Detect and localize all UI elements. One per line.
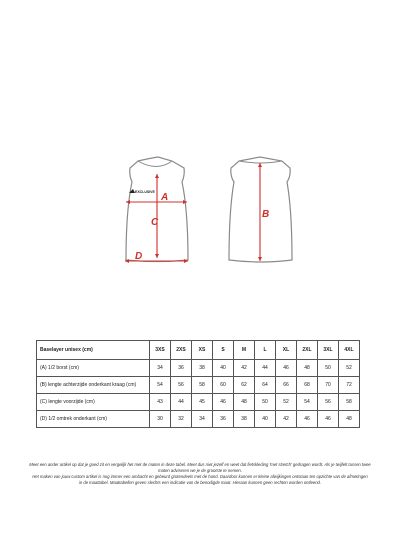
size-value-cell: 52 bbox=[276, 394, 297, 411]
label-c: C bbox=[151, 217, 159, 228]
size-value-cell: 52 bbox=[339, 360, 360, 377]
size-value-cell: 54 bbox=[150, 377, 171, 394]
arrow-b-bottom bbox=[258, 257, 262, 261]
table-row bbox=[37, 360, 360, 377]
size-header: 2XL bbox=[297, 341, 318, 360]
size-value-cell: 72 bbox=[339, 377, 360, 394]
size-value-cell: 48 bbox=[234, 394, 255, 411]
size-value-cell: 40 bbox=[255, 411, 276, 428]
size-value-cell: 44 bbox=[255, 360, 276, 377]
size-value-cell: 48 bbox=[339, 411, 360, 428]
size-value-cell: 46 bbox=[297, 411, 318, 428]
arrow-a-left bbox=[126, 200, 130, 204]
row-label: (D) 1/2 omtrek onderkant (cm) bbox=[37, 411, 150, 428]
note-line: in de maattabel. Maattabellen geven slechts een indicatie van de benodigde maat. Hieraan kunnen geen rechten worden ontleend. bbox=[78, 480, 322, 485]
size-header: XS bbox=[192, 341, 213, 360]
size-value-cell: 43 bbox=[150, 394, 171, 411]
size-value-cell: 36 bbox=[213, 411, 234, 428]
size-value-cell: 32 bbox=[171, 411, 192, 428]
brand-logo-text: EXCLUSIVE bbox=[135, 190, 155, 194]
size-value-cell: 34 bbox=[192, 411, 213, 428]
size-value-cell: 58 bbox=[339, 394, 360, 411]
size-table bbox=[36, 340, 360, 428]
size-header: XL bbox=[276, 341, 297, 360]
size-value-cell: 56 bbox=[318, 394, 339, 411]
size-header: 4XL bbox=[339, 341, 360, 360]
row-label: (C) lengte voorzijde (cm) bbox=[37, 394, 150, 411]
size-value-cell: 62 bbox=[234, 377, 255, 394]
arrow-c-top bbox=[155, 174, 159, 178]
size-header: M bbox=[234, 341, 255, 360]
size-value-cell: 42 bbox=[234, 360, 255, 377]
size-value-cell: 50 bbox=[318, 360, 339, 377]
front-collar bbox=[138, 161, 172, 167]
row-label: (A) 1/2 borst (cm) bbox=[37, 360, 150, 377]
label-a: A bbox=[161, 192, 169, 203]
size-value-cell: 48 bbox=[297, 360, 318, 377]
size-table-container bbox=[36, 340, 359, 428]
size-value-cell: 36 bbox=[171, 360, 192, 377]
size-value-cell: 56 bbox=[171, 377, 192, 394]
size-value-cell: 64 bbox=[255, 377, 276, 394]
row-label: (B) lengte achterzijde onderkant kraag (cm) bbox=[37, 377, 150, 394]
size-value-cell: 38 bbox=[234, 411, 255, 428]
table-row bbox=[37, 394, 360, 411]
size-value-cell: 46 bbox=[213, 394, 234, 411]
back-collar bbox=[239, 161, 282, 163]
size-value-cell: 66 bbox=[276, 377, 297, 394]
table-header-row bbox=[37, 341, 360, 360]
size-value-cell: 45 bbox=[192, 394, 213, 411]
size-value-cell: 30 bbox=[150, 411, 171, 428]
size-value-cell: 60 bbox=[213, 377, 234, 394]
arrow-c-bottom bbox=[155, 254, 159, 258]
size-header: L bbox=[255, 341, 276, 360]
table-row bbox=[37, 377, 360, 394]
table-row bbox=[37, 411, 360, 428]
size-header: 3XL bbox=[318, 341, 339, 360]
note-line: Het maken van jouw custom artikel is nog immer een ambacht en gebeurd grotendeels met de hand. Daardoor kunnen er kleine afwijkingen ontstaan ten opzichte van de afmetingen bbox=[32, 474, 368, 479]
size-value-cell: 40 bbox=[213, 360, 234, 377]
note-line: Meet een ander artikel op dat je goed zit en vergelijk het met de maten in deze tabel. Meet dus niet jezelf en weet dat fietskleding 'met stretch' gedragen wordt. Als je twijfelt tussen twee bbox=[29, 462, 371, 467]
size-value-cell: 50 bbox=[255, 394, 276, 411]
size-value-cell: 70 bbox=[318, 377, 339, 394]
size-value-cell: 46 bbox=[276, 360, 297, 377]
size-value-cell: 58 bbox=[192, 377, 213, 394]
size-header: S bbox=[213, 341, 234, 360]
table-title: Baselayer unisex (cm) bbox=[37, 341, 150, 360]
size-value-cell: 68 bbox=[297, 377, 318, 394]
size-notes bbox=[8, 462, 392, 486]
size-value-cell: 34 bbox=[150, 360, 171, 377]
size-value-cell: 44 bbox=[171, 394, 192, 411]
size-header: 3XS bbox=[150, 341, 171, 360]
size-header: 2XS bbox=[171, 341, 192, 360]
label-b: B bbox=[262, 209, 270, 220]
label-d: D bbox=[135, 251, 143, 262]
size-value-cell: 38 bbox=[192, 360, 213, 377]
arrow-b-top bbox=[258, 163, 262, 167]
size-value-cell: 46 bbox=[318, 411, 339, 428]
size-value-cell: 54 bbox=[297, 394, 318, 411]
note-line: maten adviseren we je de grootste te nemen. bbox=[158, 468, 242, 473]
size-value-cell: 42 bbox=[276, 411, 297, 428]
